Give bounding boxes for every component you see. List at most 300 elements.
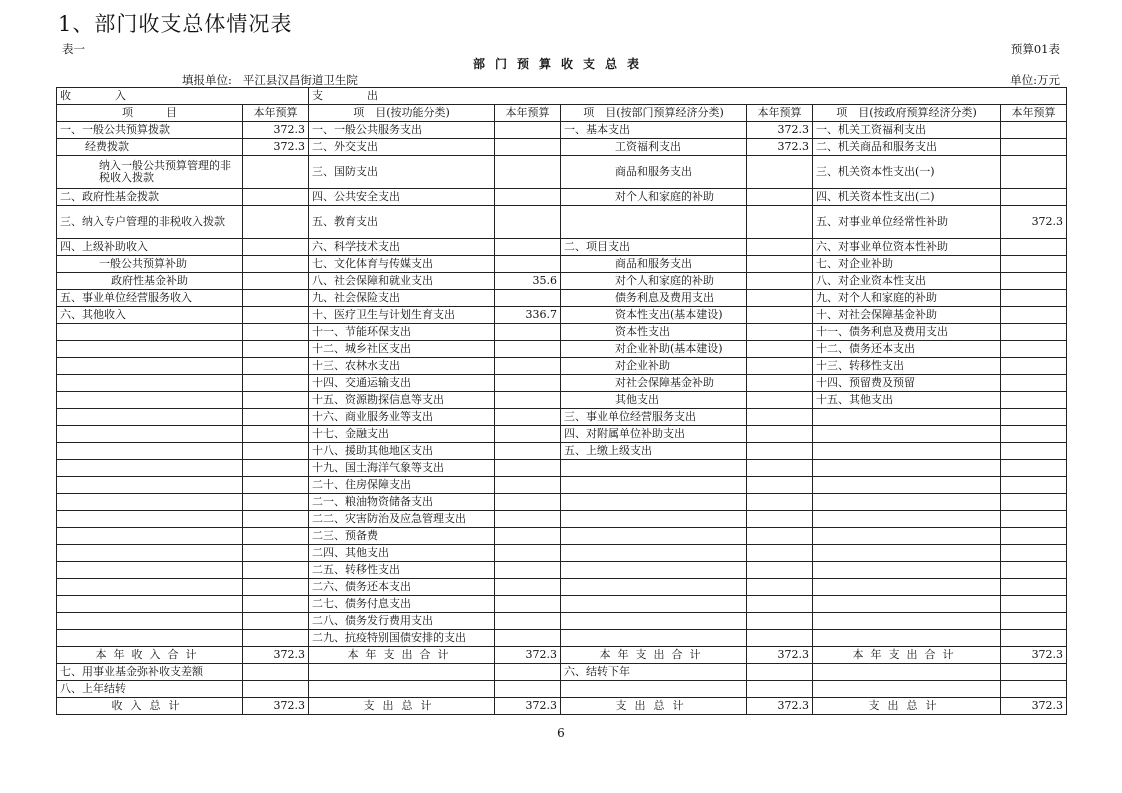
cell-gov-budget	[1001, 273, 1067, 290]
cell-dept-budget	[747, 528, 813, 545]
cell-income-item	[57, 511, 243, 528]
cell-dept-item: 资本性支出(基本建设)	[561, 307, 747, 324]
cell-dept-budget	[747, 409, 813, 426]
cell-gov-budget	[1001, 239, 1067, 256]
cell-income-budget	[243, 341, 309, 358]
cell-func-item: 二十、住房保障支出	[309, 477, 495, 494]
cell-dept-item	[561, 630, 747, 647]
cell-gov-item: 八、对企业资本性支出	[813, 273, 1001, 290]
header-func-item: 项 目(按功能分类)	[309, 105, 495, 122]
header-dept-budget: 本年预算	[747, 105, 813, 122]
cell-gov-item	[813, 511, 1001, 528]
cell-income-item	[57, 426, 243, 443]
cell-income-budget	[243, 409, 309, 426]
budget-table	[56, 87, 1067, 715]
cell-gov-budget	[1001, 122, 1067, 139]
cell-income-item	[57, 477, 243, 494]
cell-gov-budget	[1001, 562, 1067, 579]
cell-func-item: 二一、粮油物资储备支出	[309, 494, 495, 511]
cell-func-budget	[495, 477, 561, 494]
table-row	[57, 189, 1067, 206]
cell-func-budget	[495, 630, 561, 647]
cell-gov-budget	[1001, 139, 1067, 156]
cell-dept-budget	[747, 273, 813, 290]
column-header-row	[57, 105, 1067, 122]
cell-income-budget	[243, 494, 309, 511]
cell-dept-budget: 372.3	[747, 647, 813, 664]
cell-func-item: 八、社会保障和就业支出	[309, 273, 495, 290]
cell-func-budget	[495, 426, 561, 443]
cell-dept-item	[561, 545, 747, 562]
cell-func-budget: 35.6	[495, 273, 561, 290]
cell-dept-item	[561, 596, 747, 613]
cell-dept-item: 一、基本支出	[561, 122, 747, 139]
cell-gov-item	[813, 443, 1001, 460]
cell-dept-budget	[747, 613, 813, 630]
cell-dept-item: 四、对附属单位补助支出	[561, 426, 747, 443]
cell-func-budget	[495, 562, 561, 579]
cell-func-item: 十六、商业服务业等支出	[309, 409, 495, 426]
cell-dept-item: 对企业补助	[561, 358, 747, 375]
cell-func-budget	[495, 392, 561, 409]
cell-func-budget	[495, 156, 561, 189]
page-number: 6	[557, 726, 565, 740]
table-row	[57, 290, 1067, 307]
cell-gov-item	[813, 664, 1001, 681]
cell-gov-budget	[1001, 460, 1067, 477]
table-row	[57, 122, 1067, 139]
cell-dept-item: 资本性支出	[561, 324, 747, 341]
cell-income-budget	[243, 256, 309, 273]
cell-gov-item	[813, 426, 1001, 443]
cell-gov-item: 本年支出合计	[813, 647, 1001, 664]
cell-income-budget	[243, 681, 309, 698]
table-row	[57, 341, 1067, 358]
cell-gov-item: 十三、转移性支出	[813, 358, 1001, 375]
cell-dept-item	[561, 579, 747, 596]
cell-dept-item: 本年支出合计	[561, 647, 747, 664]
cell-func-item: 二六、债务还本支出	[309, 579, 495, 596]
cell-gov-item	[813, 528, 1001, 545]
cell-dept-budget	[747, 596, 813, 613]
cell-dept-budget	[747, 290, 813, 307]
table-row	[57, 596, 1067, 613]
cell-dept-item: 商品和服务支出	[561, 156, 747, 189]
cell-gov-budget	[1001, 528, 1067, 545]
cell-dept-budget	[747, 630, 813, 647]
cell-gov-item: 四、机关资本性支出(二)	[813, 189, 1001, 206]
table-row	[57, 273, 1067, 290]
cell-income-budget	[243, 460, 309, 477]
cell-func-item: 七、文化体育与传媒支出	[309, 256, 495, 273]
cell-gov-budget	[1001, 613, 1067, 630]
cell-gov-item	[813, 596, 1001, 613]
cell-gov-budget	[1001, 494, 1067, 511]
table-row	[57, 358, 1067, 375]
cell-func-item: 三、国防支出	[309, 156, 495, 189]
table-row	[57, 562, 1067, 579]
cell-func-budget	[495, 122, 561, 139]
cell-gov-budget	[1001, 409, 1067, 426]
cell-income-budget	[243, 358, 309, 375]
cell-income-item	[57, 545, 243, 562]
cell-gov-budget	[1001, 307, 1067, 324]
table-row	[57, 256, 1067, 273]
header-gov-item: 项 目(按政府预算经济分类)	[813, 105, 1001, 122]
table-row	[57, 477, 1067, 494]
cell-income-budget	[243, 477, 309, 494]
cell-income-item: 四、上级补助收入	[57, 239, 243, 256]
cell-income-budget	[243, 189, 309, 206]
cell-dept-item	[561, 460, 747, 477]
cell-gov-budget: 372.3	[1001, 206, 1067, 239]
cell-dept-budget	[747, 189, 813, 206]
cell-dept-budget	[747, 426, 813, 443]
cell-func-item: 二五、转移性支出	[309, 562, 495, 579]
table-row	[57, 443, 1067, 460]
cell-dept-budget	[747, 460, 813, 477]
cell-gov-item: 十二、债务还本支出	[813, 341, 1001, 358]
cell-gov-item: 九、对个人和家庭的补助	[813, 290, 1001, 307]
cell-func-item	[309, 664, 495, 681]
cell-income-budget	[243, 443, 309, 460]
cell-func-item: 一、一般公共服务支出	[309, 122, 495, 139]
table-number-right: 预算01表	[1010, 42, 1060, 56]
table-number-left: 表一	[62, 42, 85, 56]
cell-dept-budget	[747, 477, 813, 494]
income-group-header: 收 入	[57, 88, 309, 105]
cell-gov-budget	[1001, 341, 1067, 358]
cell-func-budget	[495, 324, 561, 341]
cell-income-budget	[243, 528, 309, 545]
cell-income-item: 二、政府性基金拨款	[57, 189, 243, 206]
table-row	[57, 426, 1067, 443]
cell-gov-budget	[1001, 477, 1067, 494]
reporting-unit	[182, 72, 358, 88]
cell-func-budget	[495, 545, 561, 562]
table-row	[57, 545, 1067, 562]
cell-gov-item	[813, 613, 1001, 630]
cell-gov-item: 三、机关资本性支出(一)	[813, 156, 1001, 189]
cell-dept-budget	[747, 307, 813, 324]
cell-gov-item	[813, 562, 1001, 579]
cell-income-budget	[243, 630, 309, 647]
cell-income-item	[57, 528, 243, 545]
table-row	[57, 494, 1067, 511]
cell-income-item	[57, 562, 243, 579]
cell-gov-item	[813, 630, 1001, 647]
table-row	[57, 409, 1067, 426]
reporting-unit-label: 填报单位:	[182, 73, 232, 87]
cell-dept-budget: 372.3	[747, 698, 813, 715]
cell-gov-budget	[1001, 358, 1067, 375]
cell-func-item: 二七、债务付息支出	[309, 596, 495, 613]
cell-income-budget	[243, 392, 309, 409]
cell-func-item: 十、医疗卫生与计划生育支出	[309, 307, 495, 324]
cell-gov-item: 五、对事业单位经常性补助	[813, 206, 1001, 239]
header-income-item: 项 目	[57, 105, 243, 122]
total-row	[57, 647, 1067, 664]
table-row	[57, 156, 1067, 189]
cell-func-item: 二二、灾害防治及应急管理支出	[309, 511, 495, 528]
cell-income-budget	[243, 511, 309, 528]
cell-gov-budget	[1001, 579, 1067, 596]
cell-gov-budget	[1001, 375, 1067, 392]
cell-func-item: 二三、预备费	[309, 528, 495, 545]
cell-func-item: 四、公共安全支出	[309, 189, 495, 206]
cell-income-item: 经费拨款	[57, 139, 243, 156]
cell-func-budget	[495, 206, 561, 239]
cell-func-item: 六、科学技术支出	[309, 239, 495, 256]
cell-func-item: 二、外交支出	[309, 139, 495, 156]
cell-gov-item: 一、机关工资福利支出	[813, 122, 1001, 139]
cell-gov-budget	[1001, 630, 1067, 647]
cell-gov-budget	[1001, 256, 1067, 273]
cell-income-budget: 372.3	[243, 647, 309, 664]
cell-gov-budget	[1001, 596, 1067, 613]
cell-gov-item: 十五、其他支出	[813, 392, 1001, 409]
cell-income-budget	[243, 307, 309, 324]
table-row	[57, 375, 1067, 392]
cell-dept-budget	[747, 579, 813, 596]
cell-income-item	[57, 579, 243, 596]
group-header-row	[57, 88, 1067, 105]
cell-func-budget	[495, 239, 561, 256]
cell-dept-item	[561, 562, 747, 579]
cell-dept-budget: 372.3	[747, 122, 813, 139]
cell-func-budget	[495, 256, 561, 273]
cell-dept-budget	[747, 375, 813, 392]
cell-income-budget	[243, 579, 309, 596]
cell-income-budget	[243, 290, 309, 307]
cell-dept-budget	[747, 664, 813, 681]
cell-func-budget	[495, 681, 561, 698]
cell-income-item	[57, 341, 243, 358]
cell-gov-budget	[1001, 545, 1067, 562]
cell-gov-budget	[1001, 443, 1067, 460]
expense-group-header: 支 出	[309, 88, 1067, 105]
table-row	[57, 511, 1067, 528]
header-income-budget: 本年预算	[243, 105, 309, 122]
cell-func-budget	[495, 409, 561, 426]
table-row	[57, 239, 1067, 256]
cell-dept-budget: 372.3	[747, 139, 813, 156]
cell-dept-budget	[747, 324, 813, 341]
cell-dept-item: 对企业补助(基本建设)	[561, 341, 747, 358]
cell-income-item	[57, 409, 243, 426]
cell-gov-item: 二、机关商品和服务支出	[813, 139, 1001, 156]
header-gov-budget: 本年预算	[1001, 105, 1067, 122]
cell-dept-item	[561, 511, 747, 528]
cell-func-item: 十五、资源勘探信息等支出	[309, 392, 495, 409]
cell-dept-budget	[747, 392, 813, 409]
cell-gov-budget	[1001, 189, 1067, 206]
cell-gov-budget	[1001, 156, 1067, 189]
cell-dept-budget	[747, 358, 813, 375]
cell-func-item: 十四、交通运输支出	[309, 375, 495, 392]
table-row	[57, 613, 1067, 630]
cell-dept-item	[561, 528, 747, 545]
cell-income-budget	[243, 545, 309, 562]
cell-func-budget	[495, 579, 561, 596]
cell-dept-item	[561, 681, 747, 698]
cell-func-budget	[495, 375, 561, 392]
cell-func-item: 十九、国土海洋气象等支出	[309, 460, 495, 477]
cell-func-item: 支出总计	[309, 698, 495, 715]
cell-func-item: 十七、金融支出	[309, 426, 495, 443]
cell-gov-item: 七、对企业补助	[813, 256, 1001, 273]
cell-dept-item: 债务利息及费用支出	[561, 290, 747, 307]
cell-income-budget	[243, 613, 309, 630]
cell-gov-budget	[1001, 426, 1067, 443]
cell-income-item	[57, 324, 243, 341]
cell-dept-budget	[747, 256, 813, 273]
cell-gov-item: 六、对事业单位资本性补助	[813, 239, 1001, 256]
table-row	[57, 307, 1067, 324]
cell-income-item: 五、事业单位经营服务收入	[57, 290, 243, 307]
table-row	[57, 392, 1067, 409]
cell-dept-budget	[747, 681, 813, 698]
cell-dept-budget	[747, 562, 813, 579]
cell-income-budget: 372.3	[243, 698, 309, 715]
cell-dept-item: 对社会保障基金补助	[561, 375, 747, 392]
cell-func-budget	[495, 290, 561, 307]
cell-func-budget	[495, 528, 561, 545]
cell-func-item: 二八、债务发行费用支出	[309, 613, 495, 630]
cell-gov-item	[813, 579, 1001, 596]
cell-func-item: 五、教育支出	[309, 206, 495, 239]
cell-income-item	[57, 460, 243, 477]
cell-gov-budget: 372.3	[1001, 647, 1067, 664]
cell-gov-item	[813, 681, 1001, 698]
cell-income-item: 七、用事业基金弥补收支差额	[57, 664, 243, 681]
table-row	[57, 139, 1067, 156]
cell-dept-budget	[747, 239, 813, 256]
cell-func-item: 二九、抗疫特别国债安排的支出	[309, 630, 495, 647]
reporting-unit-name: 平江县汉昌街道卫生院	[242, 73, 358, 87]
cell-income-item: 六、其他收入	[57, 307, 243, 324]
document-title: 1、部门收支总体情况表	[58, 12, 293, 36]
table-row	[57, 460, 1067, 477]
cell-gov-item	[813, 460, 1001, 477]
currency-unit: 单位:万元	[1010, 73, 1060, 87]
cell-income-item: 纳入一般公共预算管理的非税收入拨款	[57, 156, 243, 189]
cell-income-budget	[243, 206, 309, 239]
cell-gov-item: 十、对社会保障基金补助	[813, 307, 1001, 324]
cell-dept-item: 商品和服务支出	[561, 256, 747, 273]
cell-income-budget	[243, 664, 309, 681]
cell-gov-item: 十四、预留费及预留	[813, 375, 1001, 392]
cell-income-item	[57, 613, 243, 630]
cell-dept-item: 六、结转下年	[561, 664, 747, 681]
cell-func-item: 十三、农林水支出	[309, 358, 495, 375]
cell-dept-item: 工资福利支出	[561, 139, 747, 156]
table-row	[57, 579, 1067, 596]
cell-income-budget: 372.3	[243, 122, 309, 139]
cell-income-item: 三、纳入专户管理的非税收入拨款	[57, 206, 243, 239]
cell-func-budget	[495, 443, 561, 460]
table-row	[57, 206, 1067, 239]
cell-gov-item	[813, 494, 1001, 511]
cell-func-item: 十一、节能环保支出	[309, 324, 495, 341]
cell-func-budget	[495, 511, 561, 528]
cell-dept-item	[561, 494, 747, 511]
cell-func-budget	[495, 460, 561, 477]
grand-total-row	[57, 698, 1067, 715]
cell-func-budget	[495, 189, 561, 206]
cell-dept-item	[561, 206, 747, 239]
cell-income-item	[57, 358, 243, 375]
cell-func-budget: 336.7	[495, 307, 561, 324]
cell-dept-item: 其他支出	[561, 392, 747, 409]
header-func-budget: 本年预算	[495, 105, 561, 122]
cell-func-budget: 372.3	[495, 698, 561, 715]
cell-gov-budget	[1001, 324, 1067, 341]
cell-func-budget: 372.3	[495, 647, 561, 664]
cell-income-item: 收入总计	[57, 698, 243, 715]
cell-gov-budget	[1001, 392, 1067, 409]
cell-dept-budget	[747, 494, 813, 511]
cell-dept-item: 五、上缴上级支出	[561, 443, 747, 460]
cell-income-budget	[243, 156, 309, 189]
cell-gov-budget	[1001, 511, 1067, 528]
cell-income-budget	[243, 375, 309, 392]
cell-gov-budget	[1001, 681, 1067, 698]
table-row	[57, 681, 1067, 698]
cell-income-budget	[243, 239, 309, 256]
cell-income-budget	[243, 324, 309, 341]
table-row	[57, 324, 1067, 341]
cell-dept-budget	[747, 545, 813, 562]
cell-income-item	[57, 375, 243, 392]
cell-dept-item: 对个人和家庭的补助	[561, 189, 747, 206]
table-title: 部门预算收支总表	[472, 57, 649, 71]
cell-income-item	[57, 630, 243, 647]
cell-gov-budget	[1001, 664, 1067, 681]
cell-income-item	[57, 494, 243, 511]
cell-func-budget	[495, 664, 561, 681]
cell-dept-budget	[747, 443, 813, 460]
cell-dept-budget	[747, 156, 813, 189]
cell-func-budget	[495, 358, 561, 375]
cell-income-item: 本年收入合计	[57, 647, 243, 664]
cell-gov-budget	[1001, 290, 1067, 307]
cell-income-item: 政府性基金补助	[57, 273, 243, 290]
cell-func-item	[309, 681, 495, 698]
cell-gov-item: 支出总计	[813, 698, 1001, 715]
cell-gov-item: 十一、债务利息及费用支出	[813, 324, 1001, 341]
cell-dept-budget	[747, 206, 813, 239]
table-row	[57, 528, 1067, 545]
cell-dept-budget	[747, 341, 813, 358]
cell-func-budget	[495, 341, 561, 358]
cell-dept-item: 支出总计	[561, 698, 747, 715]
cell-income-item	[57, 596, 243, 613]
cell-dept-item: 二、项目支出	[561, 239, 747, 256]
cell-func-item: 十八、援助其他地区支出	[309, 443, 495, 460]
cell-func-item: 九、社会保险支出	[309, 290, 495, 307]
cell-income-budget	[243, 273, 309, 290]
cell-income-budget	[243, 596, 309, 613]
table-row	[57, 630, 1067, 647]
cell-gov-item	[813, 477, 1001, 494]
cell-income-item	[57, 443, 243, 460]
cell-gov-item	[813, 545, 1001, 562]
cell-income-item: 八、上年结转	[57, 681, 243, 698]
budget-table-body	[57, 122, 1067, 715]
cell-func-item: 本年支出合计	[309, 647, 495, 664]
cell-dept-budget	[747, 511, 813, 528]
